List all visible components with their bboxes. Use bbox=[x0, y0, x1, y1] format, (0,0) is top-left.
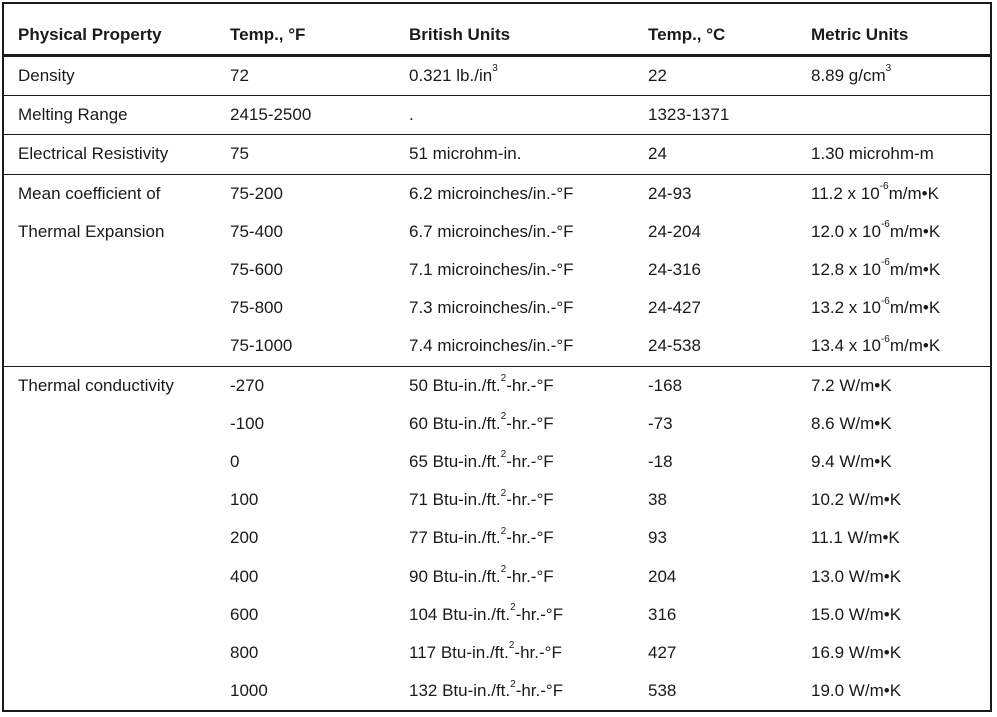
temp-f-value: 0 bbox=[230, 452, 240, 471]
table-row bbox=[4, 57, 990, 95]
temp-f-value: 75 bbox=[230, 144, 249, 164]
temp-c-value: 38 bbox=[648, 490, 667, 510]
table-row bbox=[4, 519, 990, 557]
metric-value bbox=[811, 634, 901, 672]
british-value-suffix: -hr.-°F bbox=[506, 413, 554, 433]
temp-c-value: 1323-1371 bbox=[648, 105, 730, 125]
temp-c-value: 427 bbox=[648, 643, 677, 662]
british-value bbox=[409, 96, 414, 134]
metric-value-text: 13.4 x 10 bbox=[811, 336, 881, 356]
metric-value bbox=[811, 57, 891, 95]
british-value-exponent: 2 bbox=[500, 525, 507, 537]
british-value-exponent: 2 bbox=[500, 372, 507, 384]
metric-value-exponent: -6 bbox=[880, 257, 890, 269]
header-temp-f: Temp., °F bbox=[230, 25, 306, 44]
header-row bbox=[4, 16, 990, 54]
table-row bbox=[4, 481, 990, 519]
british-value-text: 65 Btu-in./ft. bbox=[409, 452, 501, 471]
british-value-exponent: 2 bbox=[500, 449, 507, 461]
temp-f-value: 200 bbox=[230, 528, 259, 548]
temp-f-value: 600 bbox=[230, 604, 259, 624]
metric-value bbox=[811, 327, 940, 365]
table-row bbox=[4, 135, 990, 173]
metric-value-exponent: -6 bbox=[879, 180, 889, 192]
british-value-text: 77 Btu-in./ft. bbox=[409, 528, 501, 548]
table-row bbox=[4, 96, 990, 134]
british-value-text: 6.7 microinches/in.-°F bbox=[409, 221, 574, 241]
metric-value-suffix: m/m•K bbox=[889, 221, 941, 241]
temp-f-value: -270 bbox=[230, 375, 265, 395]
british-value bbox=[409, 135, 521, 173]
property-name: Density bbox=[18, 66, 75, 85]
metric-value-text: 15.0 W/m•K bbox=[811, 604, 902, 624]
temp-c-value: 24-538 bbox=[648, 336, 701, 356]
table-row bbox=[4, 672, 990, 710]
temp-c-value: 93 bbox=[648, 528, 667, 548]
temp-f-value: 72 bbox=[230, 66, 249, 85]
british-value bbox=[409, 327, 574, 365]
metric-value bbox=[811, 367, 892, 405]
british-value-suffix: -hr.-°F bbox=[506, 375, 554, 395]
table-row bbox=[4, 558, 990, 596]
british-value-text: 60 Btu-in./ft. bbox=[409, 413, 501, 433]
temp-f-value: -100 bbox=[230, 413, 265, 433]
metric-value-text: 8.6 W/m•K bbox=[811, 413, 892, 433]
metric-value bbox=[811, 596, 901, 634]
property-name: Thermal Expansion bbox=[18, 221, 165, 241]
header-physical-property: Physical Property bbox=[18, 25, 162, 44]
metric-value bbox=[811, 405, 892, 443]
temp-f-value: 75-200 bbox=[230, 183, 283, 203]
table-row bbox=[4, 405, 990, 443]
temp-c-value: 24-204 bbox=[648, 221, 701, 241]
metric-value-suffix: m/m•K bbox=[889, 260, 941, 279]
temp-c-value: -73 bbox=[648, 413, 673, 433]
temp-f-value: 75-1000 bbox=[230, 336, 293, 356]
british-value-suffix: -hr.-°F bbox=[514, 643, 562, 662]
british-value bbox=[409, 558, 554, 596]
temp-c-value: 24 bbox=[648, 144, 667, 164]
metric-value-suffix: m/m•K bbox=[889, 336, 941, 356]
british-value-text: 7.1 microinches/in.-°F bbox=[409, 260, 574, 279]
british-value bbox=[409, 443, 554, 481]
table-row bbox=[4, 175, 990, 213]
british-value-text: 6.2 microinches/in.-°F bbox=[409, 183, 574, 203]
metric-value bbox=[811, 289, 940, 327]
temp-f-value: 800 bbox=[230, 643, 259, 662]
british-value-suffix: -hr.-°F bbox=[506, 490, 554, 510]
metric-value-text: 13.2 x 10 bbox=[811, 298, 881, 318]
british-value bbox=[409, 367, 554, 405]
table-row bbox=[4, 634, 990, 672]
british-value bbox=[409, 175, 574, 213]
british-value bbox=[409, 251, 574, 289]
temp-c-value: -18 bbox=[648, 452, 673, 471]
temp-f-value: 100 bbox=[230, 490, 259, 510]
table-row bbox=[4, 327, 990, 365]
metric-value-text: 13.0 W/m•K bbox=[811, 566, 902, 586]
metric-value-text: 1.30 microhm-m bbox=[811, 144, 934, 164]
british-value bbox=[409, 481, 554, 519]
metric-value-text: 8.89 g/cm bbox=[811, 66, 886, 85]
metric-value-suffix: m/m•K bbox=[889, 298, 941, 318]
british-value bbox=[409, 596, 563, 634]
temp-f-value: 400 bbox=[230, 566, 259, 586]
temp-f-value: 75-400 bbox=[230, 221, 283, 241]
british-value bbox=[409, 519, 554, 557]
british-value-text: 117 Btu-in./ft. bbox=[409, 643, 509, 662]
british-value bbox=[409, 672, 563, 710]
metric-value-exponent: 3 bbox=[885, 63, 892, 75]
british-value-exponent: 2 bbox=[510, 678, 516, 690]
british-value-text: 7.4 microinches/in.-°F bbox=[409, 336, 574, 356]
metric-value-text: 12.8 x 10 bbox=[811, 260, 881, 279]
metric-value bbox=[811, 251, 940, 289]
metric-value-suffix: m/m•K bbox=[888, 183, 939, 203]
metric-value-text: 10.2 W/m•K bbox=[811, 490, 902, 510]
metric-value-exponent: -6 bbox=[880, 295, 890, 307]
table-row bbox=[4, 251, 990, 289]
property-name: Thermal conductivity bbox=[18, 375, 174, 395]
temp-c-value: 24-93 bbox=[648, 183, 692, 203]
british-value-text: . bbox=[409, 105, 414, 125]
header-temp-c: Temp., °C bbox=[648, 25, 726, 44]
british-value-exponent: 2 bbox=[500, 411, 507, 423]
property-name: Mean coefficient of bbox=[18, 183, 161, 203]
british-value-exponent: 2 bbox=[510, 602, 516, 614]
british-value-exponent: 2 bbox=[500, 487, 507, 499]
british-value-text: 71 Btu-in./ft. bbox=[409, 490, 501, 510]
property-name: Electrical Resistivity bbox=[18, 144, 169, 164]
british-value-text: 51 microhm-in. bbox=[409, 144, 522, 164]
british-value bbox=[409, 289, 574, 327]
temp-f-value: 1000 bbox=[230, 681, 268, 701]
metric-value-text: 11.1 W/m•K bbox=[811, 528, 900, 548]
british-value-text: 132 Btu-in./ft. bbox=[409, 681, 511, 701]
british-value-text: 7.3 microinches/in.-°F bbox=[409, 298, 574, 318]
british-value-suffix: -hr.-°F bbox=[506, 528, 554, 548]
british-value-suffix: -hr.-°F bbox=[506, 566, 554, 586]
table-row bbox=[4, 367, 990, 405]
metric-value-exponent: -6 bbox=[880, 219, 890, 231]
metric-value-exponent: -6 bbox=[880, 333, 890, 345]
metric-value bbox=[811, 443, 892, 481]
physical-properties-table bbox=[2, 2, 992, 712]
british-value-text: 104 Btu-in./ft. bbox=[409, 604, 511, 624]
temp-c-value: -168 bbox=[648, 375, 683, 395]
british-value bbox=[409, 213, 574, 251]
temp-c-value: 22 bbox=[648, 66, 667, 85]
table-row bbox=[4, 596, 990, 634]
temp-c-value: 538 bbox=[648, 681, 677, 701]
temp-c-value: 204 bbox=[648, 566, 677, 586]
table-row bbox=[4, 289, 990, 327]
metric-value-text: 19.0 W/m•K bbox=[811, 681, 902, 701]
table-row bbox=[4, 213, 990, 251]
temp-f-value: 2415-2500 bbox=[230, 105, 312, 125]
temp-f-value: 75-800 bbox=[230, 298, 283, 318]
british-value bbox=[409, 634, 562, 672]
british-value bbox=[409, 57, 498, 95]
metric-value bbox=[811, 672, 901, 710]
british-value-exponent: 3 bbox=[492, 63, 498, 75]
temp-c-value: 24-427 bbox=[648, 298, 701, 318]
temp-c-value: 316 bbox=[648, 604, 677, 624]
metric-value bbox=[811, 558, 901, 596]
british-value-text: 90 Btu-in./ft. bbox=[409, 566, 501, 586]
metric-value bbox=[811, 481, 901, 519]
british-value-text: 50 Btu-in./ft. bbox=[409, 375, 501, 395]
metric-value bbox=[811, 175, 939, 213]
british-value-text: 0.321 lb./in bbox=[409, 66, 493, 85]
metric-value bbox=[811, 519, 900, 557]
british-value-suffix: -hr.-°F bbox=[506, 452, 554, 471]
header-metric-units: Metric Units bbox=[811, 25, 909, 44]
metric-value-text: 9.4 W/m•K bbox=[811, 452, 892, 471]
british-value-suffix: -hr.-°F bbox=[515, 604, 564, 624]
metric-value bbox=[811, 213, 940, 251]
metric-value-text: 16.9 W/m•K bbox=[811, 643, 902, 662]
metric-value-text: 7.2 W/m•K bbox=[811, 375, 892, 395]
property-name: Melting Range bbox=[18, 105, 128, 125]
british-value-exponent: 2 bbox=[508, 640, 515, 652]
temp-c-value: 24-316 bbox=[648, 260, 701, 279]
metric-value-text: 12.0 x 10 bbox=[811, 221, 881, 241]
british-value-exponent: 2 bbox=[500, 563, 507, 575]
british-value-suffix: -hr.-°F bbox=[515, 681, 564, 701]
table-row bbox=[4, 443, 990, 481]
metric-value-text: 11.2 x 10 bbox=[811, 183, 880, 203]
british-value bbox=[409, 405, 554, 443]
header-british-units: British Units bbox=[409, 25, 511, 44]
metric-value bbox=[811, 135, 934, 173]
temp-f-value: 75-600 bbox=[230, 260, 283, 279]
